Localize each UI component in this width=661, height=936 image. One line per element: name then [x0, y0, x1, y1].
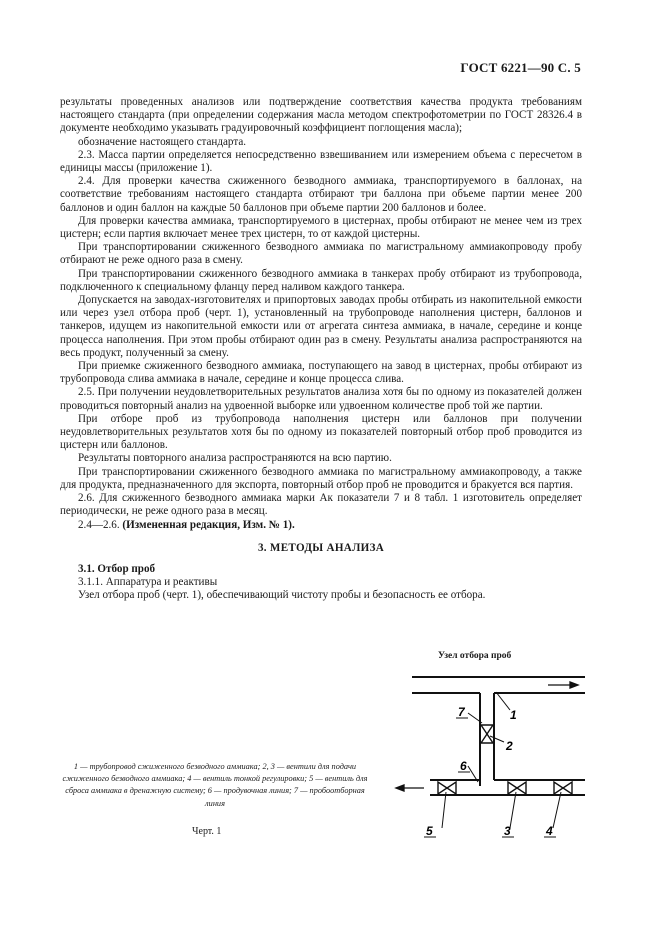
paragraph: При транспортировании сжиженного безводного аммиака по магистральному аммиакопроводу пробу отбирают не реже одного раза в смену.	[60, 241, 582, 267]
label-underlines	[424, 718, 556, 837]
sampling-unit-diagram	[380, 660, 590, 840]
section-title: 3. МЕТОДЫ АНАЛИЗА	[257, 541, 385, 554]
label-4: 4	[546, 824, 553, 838]
paragraph: При транспортировании сжиженного безводного аммиака в танкерах пробу отбирают из трубопровода, подключенного к специальному фланцу перед наливом каждого танкера.	[60, 267, 582, 293]
paragraph: 2.6. Для сжиженного безводного аммиака марки Ак показатели 7 и 8 табл. 1 изготовитель определяет периодически, не реже одного раза в месяц.	[60, 492, 582, 518]
paragraph: 2.4. Для проверки качества сжиженного безводного аммиака, транспортируемого в баллонах, на соответствие требованиям настоящего стандарта отбирают три баллона при объеме партии менее 200 баллонов и один баллон на каждые 50 баллонов при объеме партии 200 баллонов и более.	[60, 175, 582, 214]
paragraph: Результаты повторного анализа распространяются на всю партию.	[78, 452, 392, 465]
flow-arrow-icon	[548, 682, 578, 688]
label-6: 6	[460, 759, 467, 773]
paragraph: 2.3. Масса партии определяется непосредственно взвешиванием или измерением объема с пересчетом в единицы массы (приложение 1).	[60, 148, 582, 175]
amendment-text: (Измененная редакция, Изм. № 1).	[122, 518, 295, 531]
paragraph: При транспортировании сжиженного безводного аммиака по магистральному аммиакопроводу, а также для продукта, предназначенного для экспорта, повторный отбор проб не проводится и бракуется вся партия.	[60, 465, 582, 491]
amendment-note	[60, 519, 582, 532]
figure-caption: 1 — трубопровод сжиженного безводного аммиака; 2, 3 — вентили для подачи сжиженного безводного аммиака; 4 — вентиль тонкой регулировки; 5 — вентиль для сброса аммиака в дренажную систему; 6 — продувочная линия; 7 — пробоотборная линия	[62, 762, 368, 808]
figure-title: Узел отбора проб	[438, 651, 512, 661]
sampling-line	[480, 693, 585, 795]
label-1: 1	[510, 708, 517, 722]
subsection-heading: 3.1. Отбор проб	[78, 562, 156, 575]
label-7: 7	[458, 705, 465, 719]
page-header: ГОСТ 6221—90 С. 5	[460, 60, 581, 75]
paragraph: При приемке сжиженного безводного аммиака, поступающего на завод в цистернах, пробы отбирают из трубопровода слива аммиака в начале, середине и конце процесса слива.	[60, 360, 582, 386]
document-body	[60, 96, 582, 603]
paragraph: При отборе проб из трубопровода наполнения цистерн или баллонов при получении неудовлетворительных результатов хотя бы по одному из показателей повторный отбор проб проводится из цистерн или баллонов.	[60, 412, 582, 452]
label-3: 3	[504, 824, 511, 838]
paragraph: обозначение настоящего стандарта.	[78, 135, 247, 148]
purge-arrow-icon	[396, 785, 424, 791]
figure-label: Черт. 1	[192, 826, 222, 837]
label-2: 2	[506, 739, 513, 753]
valve-3-icon	[508, 782, 526, 794]
paragraph: Для проверки качества аммиака, транспортируемого в цистернах, пробы отбирают не менее чем из трех цистерн; если партия включает менее трех цистерн, то от каждой цистерны.	[60, 214, 582, 241]
paragraph: 2.5. При получении неудовлетворительных результатов анализа хотя бы по одному из показателей должен проводиться повторный анализ на удвоенной выборке или удвоенном количестве проб той же партии.	[60, 386, 582, 412]
valve-5-icon	[438, 782, 456, 794]
label-5: 5	[426, 824, 433, 838]
paragraph: Допускается на заводах-изготовителях и припортовых заводах пробы отбирать из накопительной емкости или через узел отбора проб (черт. 1), установленный на трубопроводе наполнения цистерн, баллонов и танкеров, идущем из накопительной емкости или от агрегата синтеза аммиака, в начале, середине и конце процесса наполнения. При этом пробы отбирают один раз в смену. Результаты анализа распространяются на весь продукт, полученный за смену.	[60, 294, 582, 359]
valve-4-icon	[554, 782, 572, 794]
paragraph: результаты проведенных анализов или подтверждение соответствия качества продукта требованиям настоящего стандарта (при определении содержания масла методом спектрофотометрии по ГОСТ 28326.4 в документе необходимо указывать градуировочный коэффициент поглощения масла);	[60, 96, 582, 135]
amendment-range: 2.4—2.6.	[78, 518, 120, 531]
paragraph: Узел отбора проб (черт. 1), обеспечивающий чистоту пробы и безопасность ее отбора.	[78, 589, 486, 602]
subsection-item: 3.1.1. Аппаратура и реактивы	[78, 576, 218, 589]
valve-2-icon	[481, 725, 493, 743]
